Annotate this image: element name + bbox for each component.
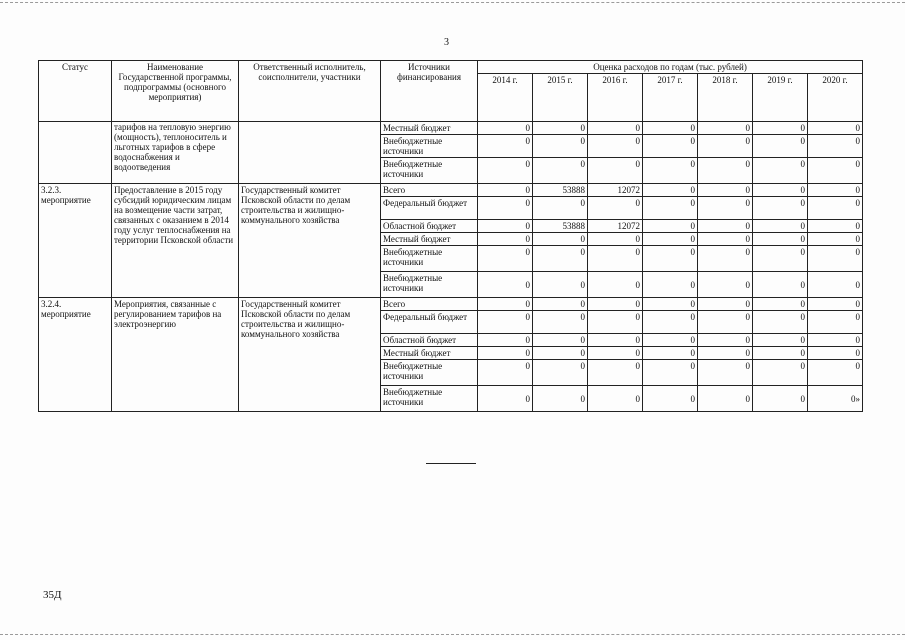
value-cell: 0 (753, 298, 808, 311)
value-cell: 0 (753, 386, 808, 412)
header-year: 2016 г. (588, 74, 643, 122)
value-cell: 0 (698, 360, 753, 386)
status-cell: 3.2.3. мероприятие (39, 184, 112, 298)
value-cell: 0» (808, 386, 863, 412)
value-cell: 0 (478, 220, 533, 233)
executor-cell: Государственный комитет Псковской области по делам строительства и жилищно-коммунального хозяйства (239, 298, 381, 412)
value-cell: 0 (478, 122, 533, 135)
value-cell: 0 (698, 122, 753, 135)
executor-cell: Государственный комитет Псковской области по делам строительства и жилищно-коммунального хозяйства (239, 184, 381, 298)
value-cell: 0 (533, 334, 588, 347)
value-cell: 0 (753, 184, 808, 197)
header-year: 2018 г. (698, 74, 753, 122)
value-cell: 0 (643, 272, 698, 298)
value-cell: 0 (478, 184, 533, 197)
measure-name-cell: тарифов на тепловую энергию (мощность), теплоноситель и льготных тарифов в сфере водоснабжения и водоотведения (112, 122, 239, 184)
value-cell: 0 (588, 272, 643, 298)
value-cell: 0 (478, 158, 533, 184)
value-cell: 0 (643, 360, 698, 386)
value-cell: 0 (643, 334, 698, 347)
value-cell: 0 (643, 220, 698, 233)
value-cell: 0 (643, 197, 698, 220)
header-year: 2017 г. (643, 74, 698, 122)
value-cell: 0 (698, 272, 753, 298)
table-row (39, 122, 863, 135)
value-cell: 0 (808, 122, 863, 135)
value-cell: 0 (643, 246, 698, 272)
value-cell: 0 (698, 158, 753, 184)
value-cell: 12072 (588, 220, 643, 233)
source-cell: Местный бюджет (381, 233, 478, 246)
source-cell: Местный бюджет (381, 347, 478, 360)
value-cell: 0 (808, 272, 863, 298)
value-cell: 0 (808, 233, 863, 246)
value-cell: 0 (808, 220, 863, 233)
page-number: 3 (444, 37, 449, 48)
source-cell: Областной бюджет (381, 220, 478, 233)
value-cell: 0 (643, 184, 698, 197)
value-cell: 0 (808, 135, 863, 158)
value-cell: 0 (588, 158, 643, 184)
value-cell: 0 (808, 311, 863, 334)
value-cell: 0 (698, 184, 753, 197)
value-cell: 0 (588, 233, 643, 246)
value-cell: 0 (478, 246, 533, 272)
header-name: Наименование Государственной программы, подпрограммы (основного мероприятия) (112, 61, 239, 122)
value-cell: 0 (588, 334, 643, 347)
value-cell: 0 (753, 233, 808, 246)
group-continuation (39, 122, 863, 184)
value-cell: 0 (753, 220, 808, 233)
value-cell: 0 (478, 233, 533, 246)
page-top-edge (0, 2, 905, 3)
group-measure-3-2-4 (39, 298, 863, 412)
value-cell: 0 (643, 122, 698, 135)
value-cell: 0 (588, 135, 643, 158)
value-cell: 0 (698, 386, 753, 412)
table-row (39, 184, 863, 197)
value-cell: 0 (808, 298, 863, 311)
source-cell: Всего (381, 184, 478, 197)
value-cell: 0 (643, 311, 698, 334)
value-cell: 0 (698, 347, 753, 360)
value-cell: 0 (643, 135, 698, 158)
source-cell: Внебюджетные источники (381, 360, 478, 386)
value-cell: 0 (643, 298, 698, 311)
value-cell: 0 (808, 158, 863, 184)
status-cell (39, 122, 112, 184)
value-cell: 0 (698, 311, 753, 334)
value-cell: 0 (533, 347, 588, 360)
source-cell: Внебюджетные источники (381, 386, 478, 412)
status-cell: 3.2.4. мероприятие (39, 298, 112, 412)
value-cell: 0 (588, 386, 643, 412)
source-cell: Местный бюджет (381, 122, 478, 135)
source-cell: Внебюджетные источники (381, 135, 478, 158)
value-cell: 0 (698, 220, 753, 233)
header-estimate: Оценка расходов по годам (тыс. рублей) (478, 61, 863, 74)
separator-line (426, 463, 476, 464)
value-cell: 0 (533, 197, 588, 220)
value-cell: 0 (808, 360, 863, 386)
executor-cell (239, 122, 381, 184)
value-cell: 0 (533, 122, 588, 135)
header-sources: Источники финансирования (381, 61, 478, 122)
value-cell: 0 (808, 334, 863, 347)
document-code: 35Д (43, 589, 62, 601)
value-cell: 0 (808, 246, 863, 272)
value-cell: 0 (533, 135, 588, 158)
value-cell: 0 (588, 246, 643, 272)
source-cell: Федеральный бюджет (381, 311, 478, 334)
value-cell: 0 (753, 122, 808, 135)
value-cell: 0 (753, 311, 808, 334)
value-cell: 0 (478, 334, 533, 347)
value-cell: 0 (533, 311, 588, 334)
value-cell: 53888 (533, 184, 588, 197)
value-cell: 0 (698, 233, 753, 246)
value-cell: 0 (753, 135, 808, 158)
value-cell: 0 (533, 233, 588, 246)
value-cell: 0 (698, 197, 753, 220)
table-row (39, 298, 863, 311)
value-cell: 0 (588, 197, 643, 220)
value-cell: 0 (698, 334, 753, 347)
header-year: 2019 г. (753, 74, 808, 122)
value-cell: 0 (643, 347, 698, 360)
source-cell: Внебюджетные источники (381, 158, 478, 184)
value-cell: 0 (698, 298, 753, 311)
value-cell: 0 (753, 246, 808, 272)
value-cell: 12072 (588, 184, 643, 197)
value-cell: 0 (588, 360, 643, 386)
value-cell: 0 (478, 347, 533, 360)
value-cell: 0 (753, 334, 808, 347)
source-cell: Всего (381, 298, 478, 311)
group-measure-3-2-3 (39, 184, 863, 298)
value-cell: 0 (588, 311, 643, 334)
value-cell: 0 (698, 135, 753, 158)
value-cell: 0 (808, 347, 863, 360)
value-cell: 0 (533, 272, 588, 298)
value-cell: 0 (643, 233, 698, 246)
source-cell: Внебюджетные источники (381, 246, 478, 272)
value-cell: 0 (643, 158, 698, 184)
value-cell: 0 (478, 386, 533, 412)
value-cell: 0 (753, 197, 808, 220)
value-cell: 0 (753, 360, 808, 386)
value-cell: 0 (478, 360, 533, 386)
value-cell: 0 (533, 386, 588, 412)
value-cell: 0 (478, 135, 533, 158)
header-executor: Ответственный исполнитель, соисполнители, участники (239, 61, 381, 122)
value-cell: 0 (478, 298, 533, 311)
value-cell: 0 (533, 298, 588, 311)
source-cell: Внебюджетные источники (381, 272, 478, 298)
header-year: 2020 г. (808, 74, 863, 122)
value-cell: 0 (643, 386, 698, 412)
value-cell: 0 (533, 360, 588, 386)
value-cell: 0 (588, 122, 643, 135)
header-year: 2014 г. (478, 74, 533, 122)
value-cell: 0 (588, 298, 643, 311)
value-cell: 0 (478, 311, 533, 334)
value-cell: 0 (753, 272, 808, 298)
value-cell: 0 (478, 272, 533, 298)
value-cell: 0 (808, 197, 863, 220)
value-cell: 0 (753, 158, 808, 184)
value-cell: 0 (808, 184, 863, 197)
value-cell: 0 (588, 347, 643, 360)
header-status: Статус (39, 61, 112, 122)
expenses-table (38, 60, 863, 412)
measure-name-cell: Предоставление в 2015 году субсидий юридическим лицам на возмещение части затрат, связанных с оказанием в 2014 году услуг теплоснабжения на территории Псковской области (112, 184, 239, 298)
value-cell: 0 (753, 347, 808, 360)
value-cell: 53888 (533, 220, 588, 233)
value-cell: 0 (533, 158, 588, 184)
value-cell: 0 (533, 246, 588, 272)
value-cell: 0 (478, 197, 533, 220)
value-cell: 0 (698, 246, 753, 272)
header-year: 2015 г. (533, 74, 588, 122)
page-bottom-edge (0, 634, 905, 635)
source-cell: Областной бюджет (381, 334, 478, 347)
measure-name-cell: Мероприятия, связанные с регулированием тарифов на электроэнергию (112, 298, 239, 412)
source-cell: Федеральный бюджет (381, 197, 478, 220)
